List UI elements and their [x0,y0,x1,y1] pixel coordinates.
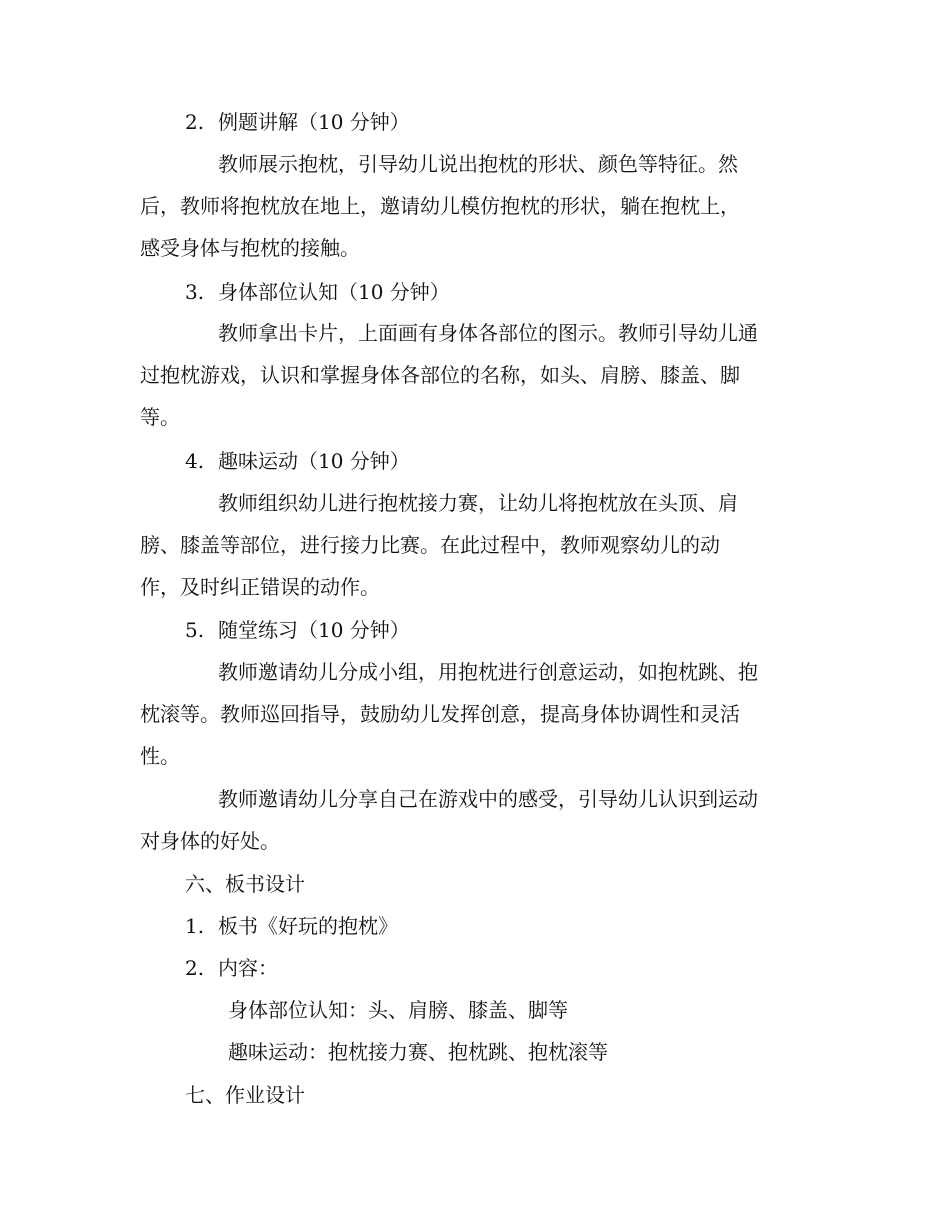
section-heading [185,448,410,474]
section-number: 2. [185,110,205,134]
section-title: 身体部位认知（10 分钟） [218,280,450,304]
paragraph-line: 等。 [140,405,180,429]
section-title: 趣味运动（10 分钟） [218,449,410,473]
board-item-text: 板书《好玩的抱枕》 [218,914,398,938]
board-item-text: 内容： [218,956,278,980]
board-item [185,913,398,939]
board-item-number: 2. [185,956,205,980]
paragraph-line: 教师拿出卡片，上面画有身体各部位的图示。教师引导幼儿通 [218,321,758,345]
paragraph-line: 枕滚等。教师巡回指导，鼓励幼儿发挥创意，提高身体协调性和灵活 [140,702,740,726]
paragraph-line: 膀、膝盖等部位，进行接力比赛。在此过程中，教师观察幼儿的动 [140,533,720,557]
paragraph-line: 对身体的好处。 [140,829,280,853]
board-content-line: 身体部位认知：头、肩膀、膝盖、脚等 [228,998,568,1022]
board-design-heading: 六、板书设计 [185,872,305,896]
section-title: 例题讲解（10 分钟） [218,110,410,134]
paragraph-line: 性。 [140,744,180,768]
paragraph-line: 教师展示抱枕，引导幼儿说出抱枕的形状、颜色等特征。然 [218,152,738,176]
section-heading [185,109,410,135]
section-number: 5. [185,618,205,642]
paragraph-line: 教师组织幼儿进行抱枕接力赛，让幼儿将抱枕放在头顶、肩 [218,491,738,515]
section-number: 3. [185,280,205,304]
paragraph-line: 教师邀请幼儿分成小组，用抱枕进行创意运动，如抱枕跳、抱 [218,660,758,684]
section-heading [185,279,450,305]
board-content-line: 趣味运动：抱枕接力赛、抱枕跳、抱枕滚等 [228,1040,608,1064]
paragraph-line: 过抱枕游戏，认识和掌握身体各部位的名称，如头、肩膀、膝盖、脚 [140,363,740,387]
paragraph-line: 后，教师将抱枕放在地上，邀请幼儿模仿抱枕的形状，躺在抱枕上， [140,194,740,218]
section-title: 随堂练习（10 分钟） [218,618,410,642]
paragraph-line: 教师邀请幼儿分享自己在游戏中的感受，引导幼儿认识到运动 [218,787,758,811]
section-heading [185,617,410,643]
board-item [185,955,278,981]
board-item-number: 1. [185,914,205,938]
homework-heading: 七、作业设计 [185,1083,305,1107]
section-number: 4. [185,449,205,473]
paragraph-line: 感受身体与抱枕的接触。 [140,236,360,260]
paragraph-line: 作，及时纠正错误的动作。 [140,575,380,599]
